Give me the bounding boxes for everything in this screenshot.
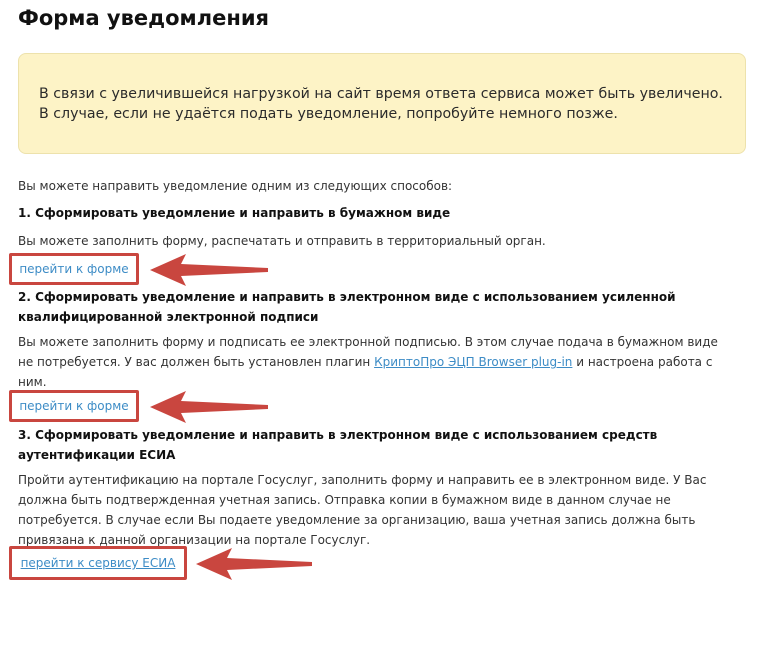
esia-service-link[interactable] [9, 546, 187, 580]
option2-description [18, 332, 734, 392]
option2-desc-line1: Вы можете заполнить форму и подписать ее электронной подписью. В этом случае подача в бумажном виде [18, 335, 718, 349]
option3-heading-line2: аутентификации ЕСИА [18, 448, 176, 462]
option2-heading [18, 287, 734, 327]
left-arrow-icon [196, 547, 314, 581]
intro-text: Вы можете направить уведомление одним из следующих способов: [18, 179, 453, 193]
left-arrow-icon [150, 253, 270, 287]
notice-box [18, 53, 746, 154]
option2-heading-line2: квалифицированной электронной подписи [18, 310, 319, 324]
page-title: Форма уведомления [18, 6, 270, 30]
option2-heading-line1: 2. Сформировать уведомление и направить в электронном виде с использованием усиленной [18, 290, 676, 304]
left-arrow-icon [150, 390, 270, 424]
option3-heading-line1: 3. Сформировать уведомление и направить в электронном виде с использованием средств [18, 428, 658, 442]
option3-heading [18, 425, 734, 465]
option2-desc-line3: ним. [18, 375, 47, 389]
option2-desc-line2 [18, 352, 734, 372]
notice-line-2: В случае, если не удаётся подать уведомление, попробуйте немного позже. [39, 106, 618, 122]
option2-form-link-label: перейти к форме [19, 399, 129, 413]
option2-form-link[interactable] [9, 390, 139, 422]
option2-desc-line2-before: не потребуется. У вас должен быть установлен плагин [18, 355, 375, 369]
option3-desc-line1: Пройти аутентификацию на портале Госуслуг, заполнить форму и направить ее в электронном виде. У Вас [18, 473, 707, 487]
option2-desc-line2-after: и настроена работа с [572, 355, 713, 369]
option1-heading: 1. Сформировать уведомление и направить в бумажном виде [18, 206, 451, 220]
esia-service-link-label: перейти к сервису ЕСИА [20, 556, 176, 570]
notice-line-1: В связи с увеличившейся нагрузкой на сайт время ответа сервиса может быть увеличено. [39, 86, 723, 102]
plugin-link[interactable]: КриптоПро ЭЦП Browser plug-in [374, 355, 573, 369]
option3-desc-line3: потребуется. В случае если Вы подаете уведомление за организацию, ваша учетная запись должна быть [18, 513, 696, 527]
option3-description [18, 470, 734, 550]
option3-desc-line4: привязана к данной организации на портале Госуслуг. [18, 533, 371, 547]
option1-description: Вы можете заполнить форму, распечатать и отправить в территориальный орган. [18, 234, 546, 248]
option1-form-link-label: перейти к форме [19, 262, 129, 276]
option3-desc-line2: должна быть подтвержденная учетная запись. Отправка копии в бумажном виде в данном случае не [18, 493, 671, 507]
option1-form-link[interactable] [9, 253, 139, 285]
